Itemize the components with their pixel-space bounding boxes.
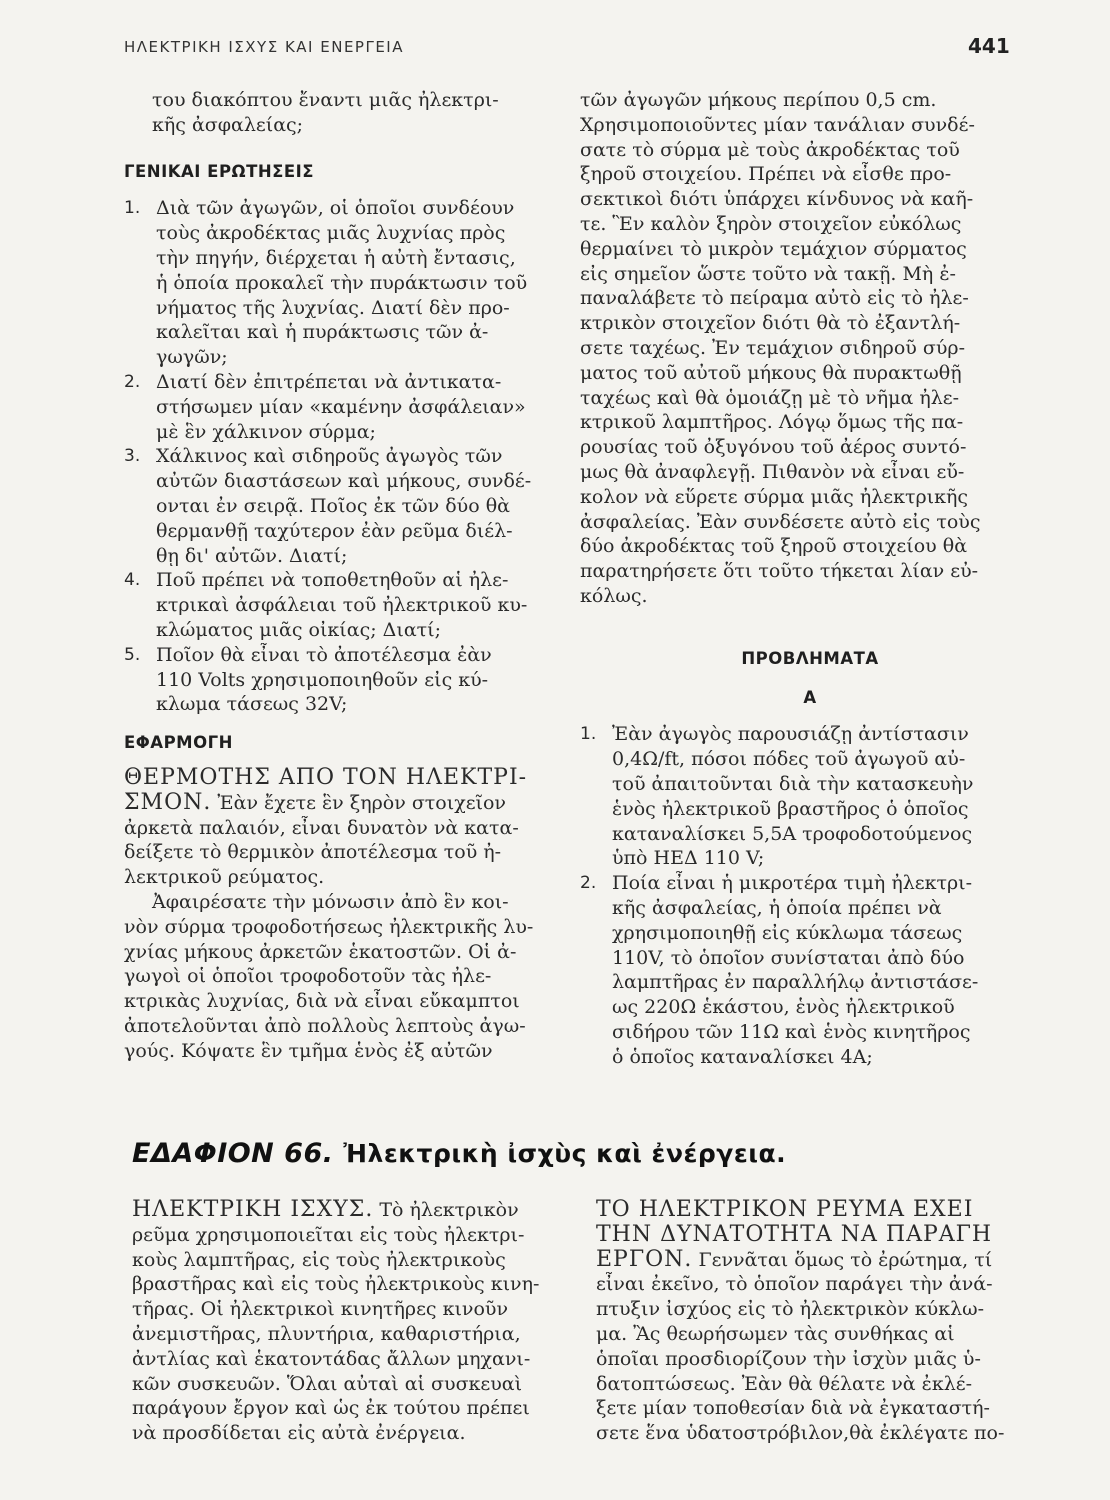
text-line: τὴν πηγήν, διέρχεται ἡ αὐτὴ ἔντασις,: [156, 246, 516, 269]
text-line: ταχέως καὶ θὰ ὁμοιάζῃ μὲ τὸ νῆμα ἠλε-: [580, 386, 960, 409]
text-line: κλωμα τάσεως 32V;: [156, 693, 348, 716]
text-line: ἀρκετὰ παλαιόν, εἶναι δυνατὸν νὰ κατα-: [124, 816, 519, 839]
text-line: Ἀφαιρέσατε τὴν μόνωσιν ἀπὸ ἓν κοι-: [152, 890, 509, 913]
question-item: [124, 370, 570, 444]
text-line: τῆρας. Οἱ ἠλεκτρικοὶ κινητῆρες κινοῦν: [132, 1298, 509, 1321]
text-line: λεκτρικοῦ ρεύματος.: [124, 866, 325, 889]
text-line: μὲ ἓν χάλκινον σύρμα;: [156, 420, 376, 443]
text-line: κλώματος μιᾶς οἰκίας; Διατί;: [156, 618, 442, 641]
text-line: χρησιμοποιηθῇ εἰς κύκλωμα τάσεως: [612, 921, 963, 944]
text-line: του διακόπτου ἔναντι μιᾶς ἠλεκτρι-: [152, 89, 499, 111]
question-item: [124, 643, 570, 717]
question-item: [124, 568, 570, 642]
caps-lead: ΕΡΓΟΝ.: [596, 1247, 693, 1272]
question-number: 1.: [124, 198, 141, 219]
line-rest: Τὸ ἠλεκτρικὸν: [373, 1199, 519, 1221]
text-line: Διατί δὲν ἐπιτρέπεται νὰ ἀντικατα-: [156, 370, 502, 393]
text-line: ξετε μίαν τοποθεσίαν διὰ νὰ ἐγκαταστή-: [596, 1397, 990, 1420]
text-line: κόλως.: [580, 584, 648, 607]
text-line: τοῦ ἀπαιτοῦνται διὰ τὴν κατασκευὴν: [612, 772, 974, 795]
text-line: γωγῶν;: [156, 346, 228, 369]
text-line: ὁ ὁποῖος καταναλίσκει 4Α;: [612, 1045, 873, 1068]
left-column: [124, 88, 570, 1063]
text-line: κτρικὸν στοιχεῖον διότι θὰ τὸ ἐξαντλή-: [580, 312, 961, 335]
problem-item: [580, 722, 1040, 871]
text-line: ρεῦμα χρησιμοποιεῖται εἰς τοὺς ἠλεκτρι-: [132, 1223, 525, 1246]
text-line: τοὺς ἀκροδέκτας μιᾶς λυχνίας πρὸς: [156, 222, 506, 245]
text-line: κτρικὰς λυχνίας, διὰ νὰ εἶναι εὔκαμπτοι: [124, 990, 520, 1013]
text-line: στήσωμεν μίαν «καμένην ἀσφάλειαν»: [156, 395, 526, 418]
bottom-right-column: [596, 1198, 1044, 1446]
text-line: ὑπὸ ΗΕΔ 110 V;: [612, 847, 765, 870]
text-line: εἶναι ἐκεῖνο, τὸ ὁποῖον παράγει τὴν ἀνά-: [596, 1273, 993, 1296]
text-line: σιδήρου τῶν 11Ω καὶ ἑνὸς κινητῆρος: [612, 1020, 971, 1043]
text-line: γωγοὶ οἱ ὁποῖοι τροφοδοτοῦν τὰς ἠλε-: [124, 965, 492, 988]
questions-heading: ΓΕΝΙΚΑΙ ΕΡΩΤΗΣΕΙΣ: [124, 161, 315, 181]
text-line: τῶν ἀγωγῶν μήκους περίπου 0,5 cm.: [580, 89, 937, 111]
page-number: 441: [968, 34, 1010, 58]
text-line: παναλάβετε τὸ πείραμα αὐτὸ εἰς τὸ ἠλε-: [580, 287, 969, 310]
text-line: 110V, τὸ ὁποῖον συνίσταται ἀπὸ δύο: [612, 946, 965, 969]
text-line: ἑνὸς ἠλεκτρικοῦ βραστῆρος ὁ ὁποῖος: [612, 797, 969, 820]
problems-subheading: Α: [803, 687, 817, 707]
text-line: Ἐὰν ἀγωγὸς παρουσιάζῃ ἀντίστασιν: [612, 723, 969, 746]
text-line: παρατηρήσετε ὅτι τοῦτο τήκεται λίαν εὐ-: [580, 560, 979, 583]
chapter-label: ΕΔΑΦΙΟΝ 66.: [132, 1138, 334, 1169]
text-line: ονται ἐν σειρᾷ. Ποῖος ἐκ τῶν δύο θὰ: [156, 494, 510, 517]
text-line: νὸν σύρμα τροφοδοτήσεως ἠλεκτρικῆς λυ-: [124, 915, 534, 938]
text-line: ΤΗΝ ΔΥΝΑΤΟΤΗΤΑ ΝΑ ΠΑΡΑΓΗ: [596, 1222, 993, 1247]
intro-paragraph: [124, 88, 570, 138]
text-line: [124, 791, 570, 816]
line-rest: Ἐὰν ἔχετε ἓν ξηρὸν στοιχεῖον: [211, 791, 506, 814]
text-line: ΤΟ ΗΛΕΚΤΡΙΚΟΝ ΡΕΥΜΑ ΕΧΕΙ: [596, 1198, 974, 1222]
application-paragraph: [124, 766, 570, 1064]
text-line: θερμαίνει τὸ μικρὸν τεμάχιον σύρματος: [580, 237, 967, 260]
text-line: πτυξιν ἰσχύος εἰς τὸ ἠλεκτρικὸν κύκλω-: [596, 1298, 985, 1321]
chapter-heading: [132, 1138, 786, 1169]
application-heading: ΕΦΑΡΜΟΓΗ: [124, 733, 233, 753]
text-line: κοὺς λαμπτῆρας, εἰς τοὺς ἠλεκτρικοὺς: [132, 1248, 506, 1271]
text-line: θῃ δι' αὐτῶν. Διατί;: [156, 544, 348, 567]
running-head: ΗΛΕΚΤΡΙΚΗ ΙΣΧΥΣ ΚΑΙ ΕΝΕΡΓΕΙΑ: [124, 38, 404, 56]
problem-number: 2.: [580, 873, 597, 894]
text-line: τε. Ἓν καλὸν ξηρὸν στοιχεῖον εὐκόλως: [580, 212, 962, 235]
question-number: 3.: [124, 446, 141, 467]
text-line: ως 220Ω ἑκάστου, ἑνὸς ἠλεκτρικοῦ: [612, 996, 955, 1019]
text-line: καλεῖται καὶ ἡ πυράκτωσις τῶν ἀ-: [156, 321, 489, 344]
text-line: μως θὰ ἀναφλεγῇ. Πιθανὸν νὰ εἶναι εὔ-: [580, 460, 965, 483]
text-line: θερμανθῇ ταχύτερον ἐὰν ρεῦμα διέλ-: [156, 519, 513, 542]
text-line: κῆς ἀσφαλείας, ἡ ὁποία πρέπει νὰ: [612, 896, 942, 919]
text-line: σετε ταχέως. Ἐν τεμάχιον σιδηροῦ σύρ-: [580, 336, 965, 359]
text-line: [596, 1248, 1044, 1273]
text-line: Χρησιμοποιοῦντες μίαν τανάλιαν συνδέ-: [580, 113, 975, 136]
text-line: ρουσίας τοῦ ὀξυγόνου τοῦ ἀέρος συντό-: [580, 436, 967, 459]
caps-lead: ΣΜΟΝ.: [124, 790, 212, 815]
text-line: [132, 1198, 578, 1223]
text-line: αὐτῶν διαστάσεων καὶ μήκους, συνδέ-: [156, 470, 532, 493]
text-line: Ποῦ πρέπει νὰ τοποθετηθοῦν αἱ ἠλε-: [156, 569, 509, 592]
problem-item: [580, 871, 1040, 1069]
text-line: ὁποῖαι προσδιορίζουν τὴν ἰσχὺν μιᾶς ὑ-: [596, 1347, 981, 1370]
text-line: ἀποτελοῦνται ἀπὸ πολλοὺς λεπτοὺς ἀγω-: [124, 1014, 526, 1037]
text-line: χνίας μήκους ἀρκετῶν ἑκατοστῶν. Οἱ ἀ-: [124, 940, 517, 963]
question-item: [124, 444, 570, 568]
text-line: κῶν συσκευῶν. Ὅλαι αὐταὶ αἱ συσκευαὶ: [132, 1372, 523, 1395]
question-number: 5.: [124, 644, 141, 665]
text-line: ἀνεμιστῆρας, πλυντήρια, καθαριστήρια,: [132, 1322, 521, 1345]
text-line: Ποία εἶναι ἡ μικροτέρα τιμὴ ἠλεκτρι-: [612, 872, 973, 895]
problems-heading: ΠΡΟΒΛΗΜΑΤΑ: [741, 648, 879, 668]
question-number: 4.: [124, 570, 141, 591]
continuation-paragraph: [580, 88, 1040, 609]
text-line: δείξετε τὸ θερμικὸν ἀποτέλεσμα τοῦ ἠ-: [124, 841, 502, 864]
right-column: [580, 88, 1040, 1069]
text-line: σατε τὸ σύρμα μὲ τοὺς ἀκροδέκτας τοῦ: [580, 138, 960, 161]
text-line: σετε ἕνα ὑδατοστρόβιλον,θὰ ἐκλέγατε πο-: [596, 1422, 1005, 1445]
text-line: ἀσφαλείας. Ἐὰν συνδέσετε αὐτὸ εἰς τοὺς: [580, 510, 981, 533]
text-line: ΘΕΡΜΟΤΗΣ ΑΠΟ ΤΟΝ ΗΛΕΚΤΡΙ-: [124, 765, 528, 790]
text-line: κτρικοῦ λαμπτῆρος. Λόγῳ ὅμως τῆς πα-: [580, 411, 964, 434]
text-line: Χάλκινος καὶ σιδηροῦς ἀγωγὸς τῶν: [156, 445, 503, 468]
bottom-left-column: [132, 1198, 578, 1446]
text-line: Διὰ τῶν ἀγωγῶν, οἱ ὁποῖοι συνδέουν: [156, 197, 515, 220]
text-line: μα. Ἂς θεωρήσωμεν τὰς συνθήκας αἱ: [596, 1322, 955, 1345]
text-line: νὰ προσδίδεται εἰς αὐτὰ ἐνέργεια.: [132, 1422, 466, 1445]
text-line: ἡ ὁποία προκαλεῖ τὴν πυράκτωσιν τοῦ: [156, 271, 528, 294]
problem-number: 1.: [580, 724, 597, 745]
question-number: 2.: [124, 371, 141, 392]
text-line: ματος τοῦ αὐτοῦ μήκους θὰ πυρακτωθῇ: [580, 361, 962, 384]
chapter-title: Ἠλεκτρικὴ ἰσχὺς καὶ ἐνέργεια.: [343, 1139, 787, 1168]
text-line: καταναλίσκει 5,5Α τροφοδοτούμενος: [612, 822, 973, 845]
text-line: κολον νὰ εὕρετε σύρμα μιᾶς ἠλεκτρικῆς: [580, 485, 968, 508]
text-line: δύο ἀκροδέκτας τοῦ ξηροῦ στοιχείου θὰ: [580, 535, 968, 558]
text-line: Ποῖον θὰ εἶναι τὸ ἀποτέλεσμα ἐὰν: [156, 643, 492, 666]
text-line: σεκτικοὶ διότι ὑπάρχει κίνδυνος νὰ καῆ-: [580, 188, 974, 211]
text-line: παράγουν ἔργον καὶ ὡς ἐκ τούτου πρέπει: [132, 1397, 530, 1420]
caps-lead: ΗΛΕΚΤΡΙΚΗ ΙΣΧΥΣ.: [132, 1198, 374, 1222]
text-line: λαμπτῆρας ἐν παραλλήλῳ ἀντιστάσε-: [612, 971, 979, 994]
text-line: δατοπτώσεως. Ἐὰν θὰ θέλατε νὰ ἐκλέ-: [596, 1372, 973, 1395]
text-line: 0,4Ω/ft, πόσοι πόδες τοῦ ἀγωγοῦ αὐ-: [612, 748, 966, 771]
text-line: κτρικαὶ ἀσφάλειαι τοῦ ἠλεκτρικοῦ κυ-: [156, 594, 528, 617]
text-line: εἰς σημεῖον ὥστε τοῦτο νὰ τακῇ. Μὴ ἐ-: [580, 262, 956, 285]
question-item: [124, 196, 570, 370]
text-line: ξηροῦ στοιχείου. Πρέπει νὰ εἶσθε προ-: [580, 163, 952, 186]
text-line: νήματος τῆς λυχνίας. Διατί δὲν προ-: [156, 296, 510, 319]
text-line: βραστῆρας καὶ εἰς τοὺς ἠλεκτρικοὺς κινη-: [132, 1273, 540, 1296]
text-line: 110 Volts χρησιμοποιηθοῦν εἰς κύ-: [156, 668, 489, 691]
text-line: γούς. Κόψατε ἓν τμῆμα ἑνὸς ἐξ αὐτῶν: [124, 1039, 493, 1062]
text-line: κῆς ἀσφαλείας;: [152, 113, 304, 136]
line-rest: Γεννᾶται ὅμως τὸ ἐρώτημα, τί: [692, 1248, 993, 1271]
text-line: ἀντλίας καὶ ἑκατοντάδας ἄλλων μηχανι-: [132, 1347, 531, 1370]
